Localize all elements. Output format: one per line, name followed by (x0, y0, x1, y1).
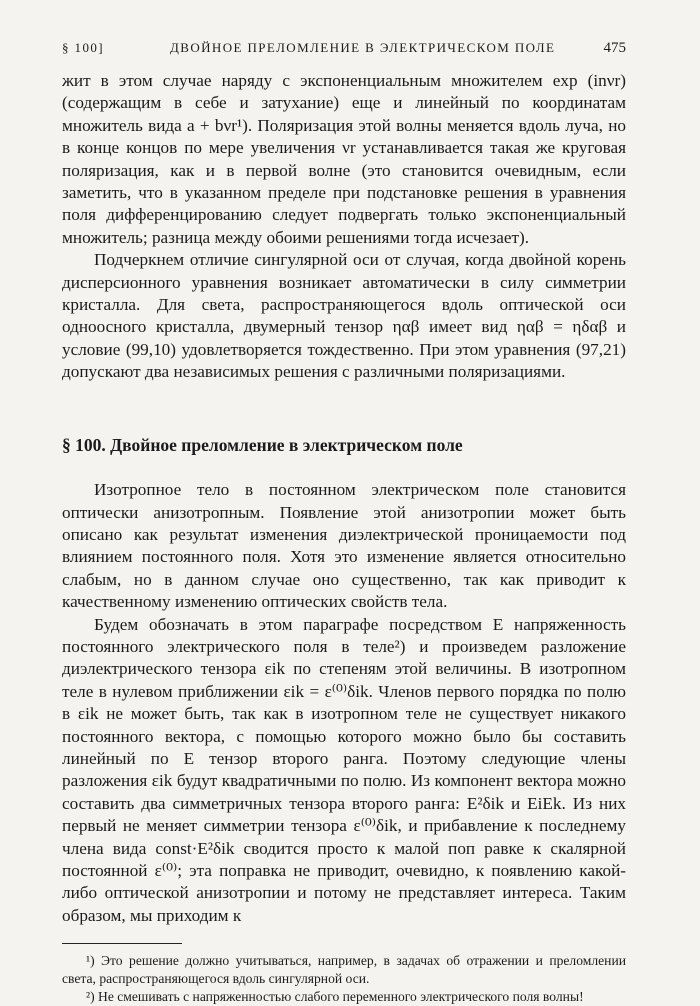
page-body (62, 70, 626, 1006)
paragraph-continued: жит в этом случае наряду с экспоненциальным множителем exp (inνr) (содержащим в себе и затухание) еще и линейный по координатам множитель вида a + bνr¹). Поляризация этой волны меняется вдоль луча, но в конце концов по мере увеличения νr устанавливается такая же круговая поляризация, как и в первой волне (это становится очевидным, если заметить, что в указанном пределе при подстановке решения в уравнения поля дифференцированию следует подвергать только экспоненциальный множитель; разница между обоими решениями тогда исчезает). (62, 71, 626, 247)
paragraph: Подчеркнем отличие сингулярной оси от случая, когда двойной корень дисперсионного уравнения возникает автоматически в силу симметрии кристалла. Для света, распространяющегося вдоль оптической оси одноосного кристалла, двумерный тензор ηαβ имеет вид ηαβ = ηδαβ и условие (99,10) удовлетворяется тождественно. При этом уравнения (97,21) допускают два независимых решения с различными поляризациями. (62, 250, 626, 382)
paragraph: Изотропное тело в постоянном электрическом поле становится оптически анизотропным. Появление этой анизотропии может быть описано как результат изменения диэлектрической проницаемости под влиянием постоянного поля. Хотя это изменение является относительно слабым, но в данном случае оно существенно, так как приводит к качественному изменению оптических свойств тела. (62, 480, 626, 612)
running-header (62, 40, 626, 58)
footnote-1: ¹) Это решение должно учитываться, например, в задачах об отражении и преломлении света, распространяющегося вдоль сингулярной оси. (62, 953, 626, 987)
header-section-ref: § 100] (62, 40, 104, 55)
footnote-rule (62, 943, 182, 944)
footnote-2: ²) Не смешивать с напряженностью слабого переменного электрического поля волны! (86, 989, 584, 1005)
page-number: 475 (603, 40, 626, 56)
paragraph: Будем обозначать в этом параграфе посредством E напряженность постоянного электрического поля в теле²) и произведем разложение диэлектрического тензора εik по степеням этой величины. В изотропном теле в нулевом приближении εik = ε⁽⁰⁾δik. Членов первого порядка по полю в εik не может быть, так как в изотропном теле не существует никакого постоянного вектора, с помощью которого можно было бы составить линейный по E тензор второго ранга. Поэтому следующие члены разложения εik будут квадратичными по полю. Из компонент вектора можно составить два симметричных тензора второго ранга: E²δik и EiEk. Из них первый не меняет симметрии тензора ε⁽⁰⁾δik, и прибавление к последнему члена вида const·E²δik сводится просто к малой поп равке к скалярной постоянной ε⁽⁰⁾; эта поправка не приводит, очевидно, к появлению какой-либо оптической анизотропии и потому не представляет интереса. Таким образом, мы приходим к (62, 614, 626, 925)
section-heading: § 100. Двойное преломление в электрическом поле (62, 434, 463, 455)
header-title: ДВОЙНОЕ ПРЕЛОМЛЕНИЕ В ЭЛЕКТРИЧЕСКОМ ПОЛЕ (170, 40, 556, 55)
footnotes (62, 952, 626, 1006)
